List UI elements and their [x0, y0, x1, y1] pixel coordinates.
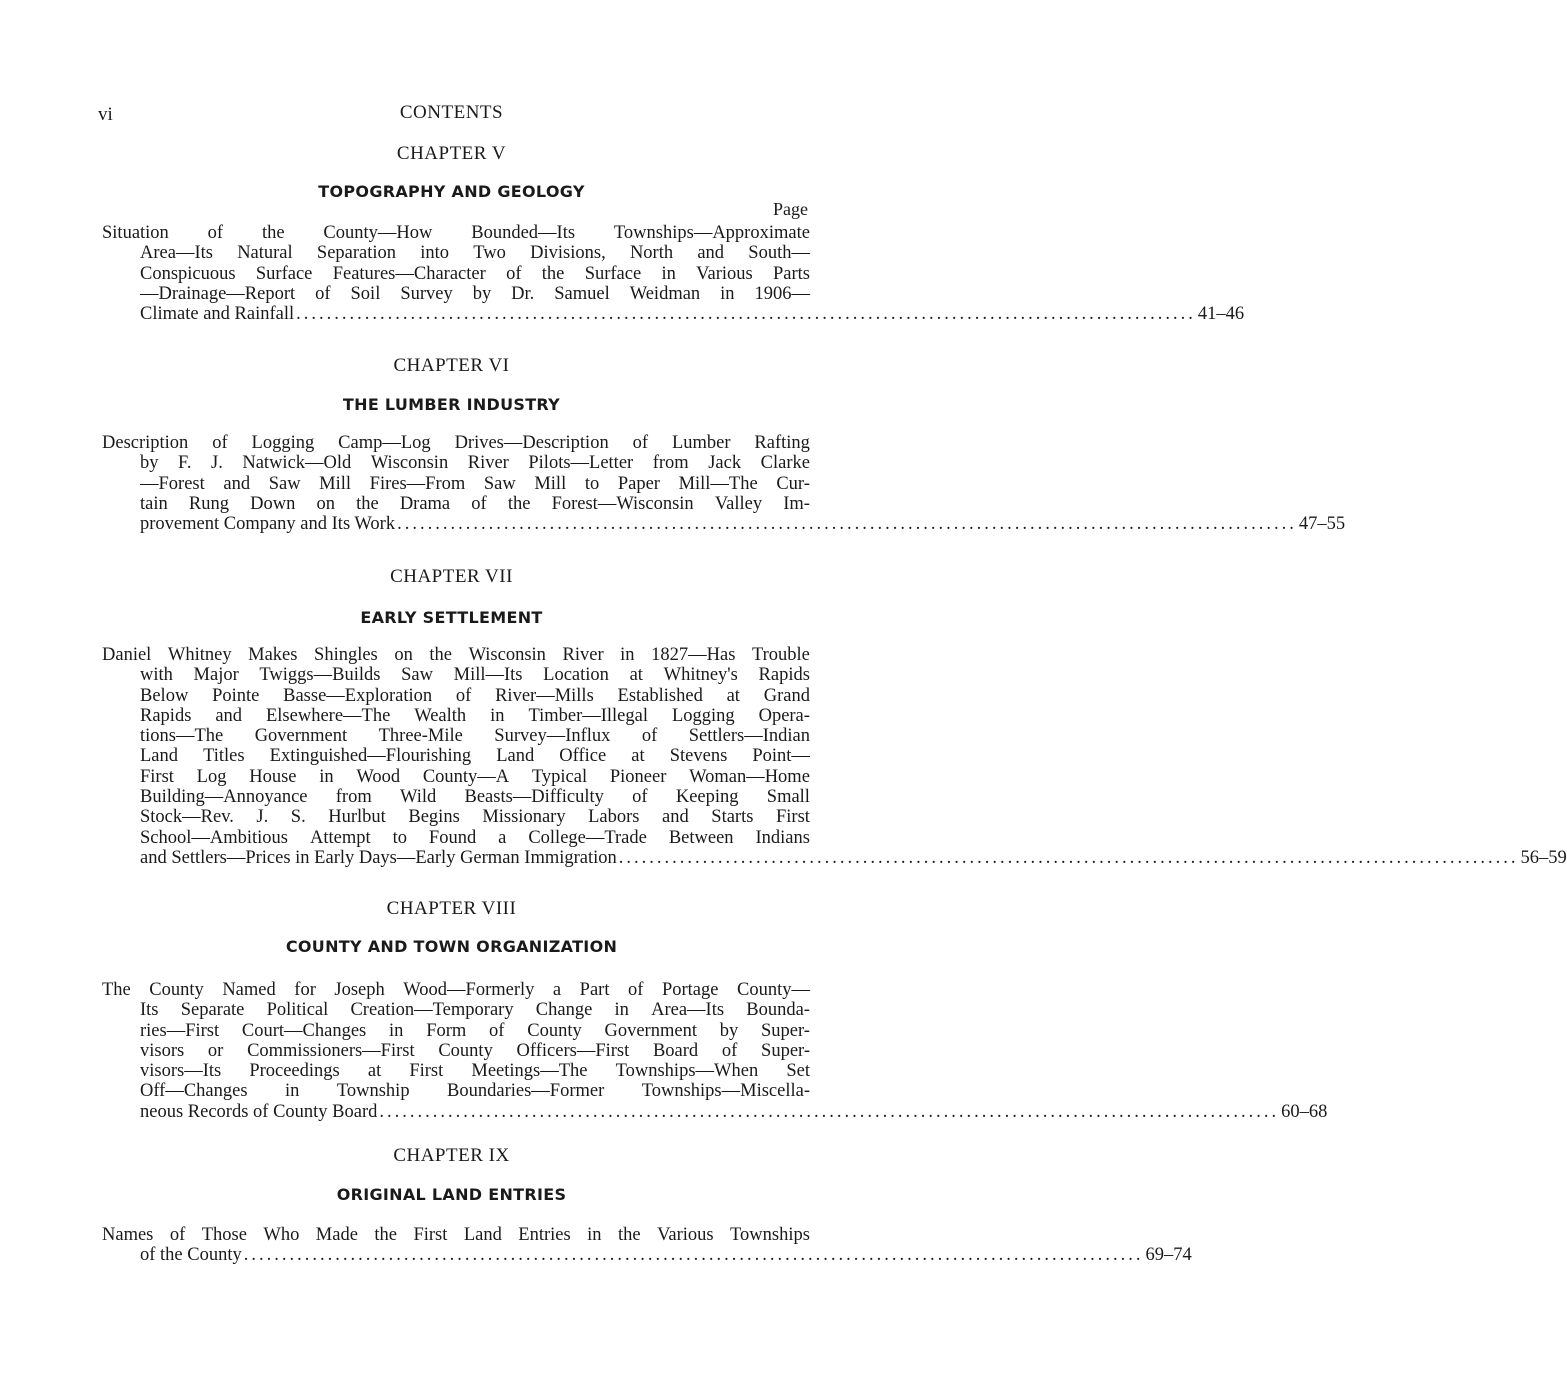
chapter-title: THE LUMBER INDUSTRY — [342, 395, 561, 414]
entry-line: Below Pointe Basse—Exploration of River—Mills Established at Grand — [140, 685, 810, 706]
dot-leader: ...................................................................................................................... — [243, 1245, 1144, 1266]
chapter-number: CHAPTER V — [396, 143, 507, 164]
entry-line: Off—Changes in Township Boundaries—Former Townships—Miscella- — [140, 1081, 810, 1102]
entry-line: School—Ambitious Attempt to Found a College—Trade Between Indians — [140, 827, 810, 848]
entry-line: Stock—Rev. J. S. Hurlbut Begins Missionary Labors and Starts First — [140, 807, 810, 828]
running-head: CONTENTS — [399, 102, 504, 123]
entry-last-text: Climate and Rainfall — [140, 304, 295, 325]
chapter-title: COUNTY AND TOWN ORGANIZATION — [285, 937, 618, 956]
chapter-entry — [102, 980, 1328, 1122]
entry-last-text: neous Records of County Board — [140, 1101, 378, 1122]
chapter-title: EARLY SETTLEMENT — [360, 608, 543, 627]
entry-line: —Forest and Saw Mill Fires—From Saw Mill to Paper Mill—The Cur- — [140, 473, 810, 494]
chapter-title: ORIGINAL LAND ENTRIES — [336, 1185, 567, 1204]
entry-line: Description of Logging Camp—Log Drives—Description of Lumber Rafting — [102, 433, 810, 453]
entry-last-line — [102, 1245, 1192, 1266]
entry-line: ries—First Court—Changes in Form of County Government by Super- — [140, 1020, 810, 1041]
entry-line: The County Named for Joseph Wood—Formerly a Part of Portage County— — [102, 980, 810, 1000]
entry-line: tain Rung Down on the Drama of the Forest—Wisconsin Valley Im- — [140, 493, 810, 514]
page-range: 60–68 — [1281, 1101, 1328, 1122]
dot-leader: ...................................................................................................................... — [397, 514, 1297, 535]
chapter-entry — [102, 223, 1245, 325]
entry-last-line — [102, 304, 1245, 325]
chapter-number: CHAPTER VI — [393, 355, 510, 376]
entry-line: Building—Annoyance from Wild Beasts—Difficulty of Keeping Small — [140, 787, 810, 808]
chapter-entry — [102, 645, 1567, 868]
entry-line: Rapids and Elsewhere—The Wealth in Timber—Illegal Logging Opera- — [140, 705, 810, 726]
chapter-number: CHAPTER VII — [390, 566, 513, 587]
chapter-number: CHAPTER VIII — [386, 898, 517, 919]
chapter-title: TOPOGRAPHY AND GEOLOGY — [318, 182, 585, 201]
chapter-entry — [102, 433, 1346, 535]
entry-line: Daniel Whitney Makes Shingles on the Wisconsin River in 1827—Has Trouble — [102, 645, 810, 665]
entry-line: by F. J. Natwick—Old Wisconsin River Pilots—Letter from Jack Clarke — [140, 453, 810, 474]
dot-leader: ...................................................................................................................... — [379, 1101, 1280, 1122]
entry-line: visors or Commissioners—First County Officers—First Board of Super- — [140, 1040, 810, 1061]
page-folio: vi — [98, 104, 113, 125]
page-column-label: Page — [773, 199, 808, 219]
entry-last-line — [102, 847, 1567, 868]
page-range: 69–74 — [1145, 1245, 1192, 1266]
entry-line: tions—The Government Three-Mile Survey—Influx of Settlers—Indian — [140, 726, 810, 747]
chapter-number: CHAPTER IX — [393, 1145, 510, 1166]
entry-line: Its Separate Political Creation—Temporary Change in Area—Its Bounda- — [140, 1000, 810, 1021]
entry-line: Conspicuous Surface Features—Character of the Surface in Various Parts — [140, 263, 810, 284]
page-range: 41–46 — [1197, 304, 1245, 325]
entry-line: First Log House in Wood County—A Typical Pioneer Woman—Home — [140, 766, 810, 787]
entry-line: with Major Twiggs—Builds Saw Mill—Its Location at Whitney's Rapids — [140, 665, 810, 686]
chapter-entry — [102, 1225, 1192, 1266]
entry-last-line — [102, 514, 1346, 535]
entry-last-line — [102, 1101, 1328, 1122]
entry-line: Area—Its Natural Separation into Two Divisions, North and South— — [140, 243, 810, 264]
dot-leader: ...................................................................................................................... — [296, 304, 1196, 325]
dot-leader: ...................................................................................................................... — [618, 847, 1519, 868]
entry-line: —Drainage—Report of Soil Survey by Dr. Samuel Weidman in 1906— — [140, 283, 810, 304]
entry-last-text: of the County — [140, 1245, 242, 1266]
entry-line: Situation of the County—How Bounded—Its Townships—Approximate — [102, 223, 810, 243]
page-range: 56–59 — [1520, 847, 1567, 868]
entry-line: Names of Those Who Made the First Land Entries in the Various Townships — [102, 1225, 810, 1245]
entry-last-text: and Settlers—Prices in Early Days—Early German Immigration — [140, 847, 617, 868]
page-range: 47–55 — [1298, 514, 1346, 535]
entry-line: Land Titles Extinguished—Flourishing Land Office at Stevens Point— — [140, 746, 810, 767]
entry-line: visors—Its Proceedings at First Meetings—The Townships—When Set — [140, 1061, 810, 1082]
entry-last-text: provement Company and Its Work — [140, 514, 396, 535]
